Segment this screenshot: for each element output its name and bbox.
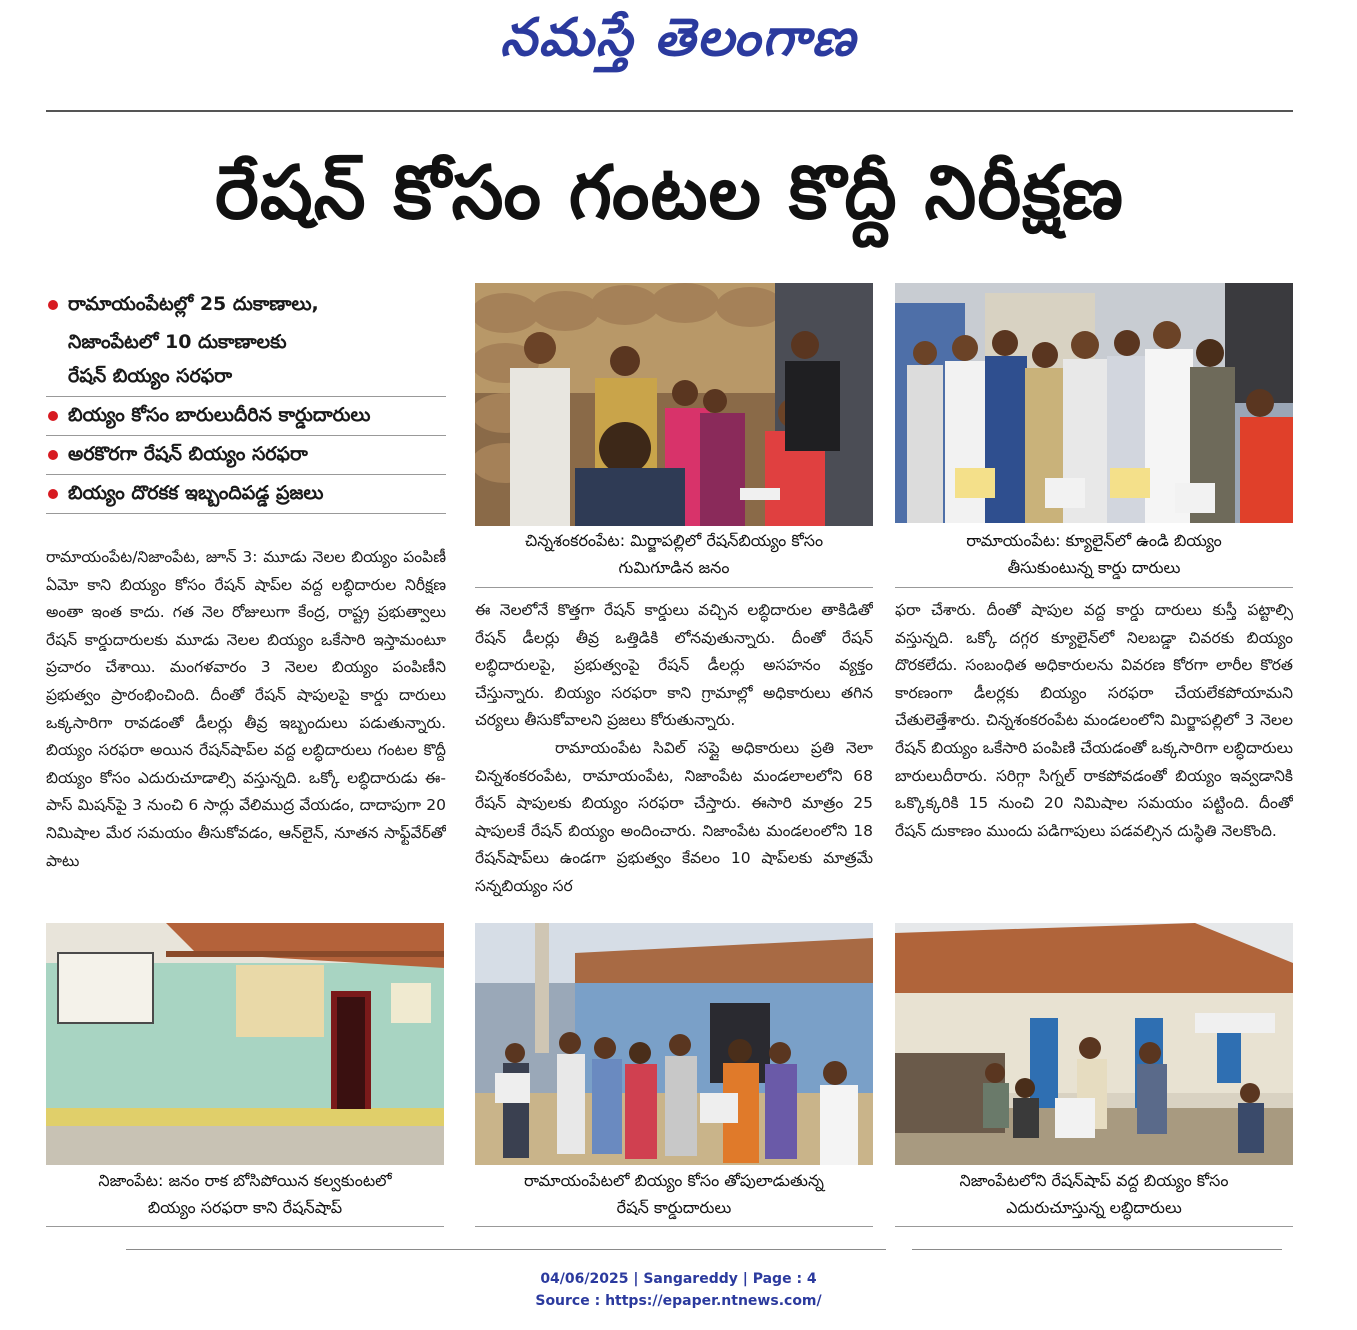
bullet-text: రామాయంపేటల్లో 25 దుకాణాలు, (68, 293, 319, 315)
caption-line: నిజాంపేట: జనం రాక బోసిపోయిన కల్వకుంటలో (98, 1171, 392, 1190)
caption-photo-4 (475, 1167, 873, 1223)
bullet-text: బియ్యం దొరకక ఇబ్బందిపడ్డ ప్రజలు (68, 482, 324, 504)
bullet-item (46, 397, 446, 436)
bullet-dot-icon (48, 411, 58, 421)
caption-rule (475, 587, 873, 588)
bullet-item (46, 475, 446, 514)
caption-line: రామాయంపేటలో బియ్యం కోసం తోపులాడుతున్న (524, 1171, 824, 1190)
article-column-3: ఫరా చేశారు. దీంతో షాపుల వద్ద కార్డు దారులు కుస్తీ పట్టాల్సి వస్తున్నది. ఒక్కో దగ్గర క్యూలైన్‌లో నిలబడ్డా చివరకు బియ్యం దొరకలేదు. సంబంధిత అధికారులను వివరణ కోరగా లారీల కొరత కారణంగా డీలర్లకు బియ్యం సరఫరా చేయలేకపోయామని చేతులెత్తేశారు. చిన్నశంకరంపేట మండలంలోని మిర్జాపల్లిలో 3 నెలల రేషన్ బియ్యం ఒకేసారి పంపిణి చేయడంతో ఒక్కసారిగా లబ్ధిదారులు బారులుదీరారు. సరిగ్గా సిగ్నల్ రాకపోవడంతో బియ్యం ఇవ్వడానికి ఒక్కొక్కరికి 15 నుంచి 20 నిమిషాల సమయం పట్టింది. దీంతో రేషన్ దుకాణం ముందు పడిగాపులు పడవల్సిన దుస్థితి నెలకొంది. (895, 601, 1293, 840)
caption-photo-2 (895, 527, 1293, 583)
footer-date-page: 04/06/2025 | Sangareddy | Page : 4 (540, 1271, 817, 1287)
next-article-edge (46, 1242, 1293, 1250)
article-column-2 (475, 597, 873, 897)
caption-rule (475, 1226, 873, 1227)
caption-line: ఎదురుచూస్తున్న లబ్ధిదారులు (1006, 1198, 1182, 1217)
caption-photo-3 (46, 1167, 444, 1223)
masthead-logo: నమస్తే తెలంగాణ (500, 8, 857, 68)
bullet-dot-icon (48, 300, 58, 310)
caption-line: చిన్నశంకరంపేట: మిర్జాపల్లిలో రేషన్‌బియ్యం కోసం (524, 531, 824, 550)
caption-photo-1 (475, 527, 873, 583)
caption-rule (895, 587, 1293, 588)
bullet-dot-icon (48, 489, 58, 499)
bullet-text: బియ్యం కోసం బారులుదీరిన కార్డుదారులు (68, 404, 371, 426)
caption-line: నిజాంపేటలోని రేషన్‌షాప్ వద్ద బియ్యం కోసం (959, 1171, 1229, 1190)
article-paragraph: రామాయంపేట సివిల్ సప్లై అధికారులు ప్రతి నెలా చిన్నశంకరంపేట, రామాయంపేట, నిజాంపేట మండలాలలోని 68 రేషన్ షాపులకు బియ్యం సరఫరా చేస్తారు. ఈసారి మాత్రం 25 షాపులకే రేషన్ బియ్యం అందించారు. నిజాంపేట మండలంలోని 18 రేషన్‌షాప్‌లు ఉండగా ప్రభుత్వం కేవలం 10 షాప్‌లకు మాత్రమే సన్నబియ్యం సర (475, 738, 873, 895)
caption-photo-5 (895, 1167, 1293, 1223)
photo-queue-ramayampet (895, 283, 1293, 523)
photo-waiting-nizampet (895, 923, 1293, 1165)
bullet-item (46, 286, 446, 324)
caption-line: బియ్యం సరఫరా కాని రేషన్‌షాప్ (147, 1198, 343, 1217)
bullet-continuation: నిజాంపేటలో 10 దుకాణాలకు (68, 331, 287, 353)
caption-rule (46, 1226, 444, 1227)
bullet-dot-icon (48, 450, 58, 460)
photo-jostling-crowd (475, 923, 873, 1165)
caption-rule (895, 1226, 1293, 1227)
headline: రేషన్ కోసం గంటల కొద్దీ నిరీక్షణ (215, 150, 1124, 236)
caption-line: రామాయంపేట: క్యూలైన్‌లో ఉండి బియ్యం (966, 531, 1222, 550)
bullet-item (46, 436, 446, 475)
bullet-text: అరకొరగా రేషన్ బియ్యం సరఫరా (68, 443, 308, 465)
photo-crowd-mirzapalli (475, 283, 873, 526)
footer-source: Source : https://epaper.ntnews.com/ (535, 1293, 822, 1309)
bullet-list (46, 286, 446, 514)
caption-line: గుమిగూడిన జనం (618, 558, 730, 577)
article-column-1: రామాయంపేట/నిజాంపేట, జూన్ 3: మూడు నెలల బియ్యం పంపిణీ ఏమో కాని బియ్యం కోసం రేషన్ షాప్‌ల వద్ద లబ్ధిదారుల నిరీక్షణ అంతా ఇంత కాదు. గత నెల రోజులుగా కేంద్ర, రాష్ట్ర ప్రభుత్వాలు రేషన్ కార్డుదారులకు మూడు నెలల బియ్యం ఒకేసారి ఇస్తామంటూ ప్రచారం చేశాయి. మంగళవారం 3 నెలల బియ్యం పంపిణీని ప్రభుత్వం ప్రారంభించింది. దీంతో రేషన్ షాపులపై కార్డు దారులు ఒక్కసారిగా రావడంతో డీలర్లు తీవ్ర ఇబ్బందులు పడుతున్నారు. బియ్యం సరఫరా అయిన రేషన్‌షాప్‌ల వద్ద లబ్ధిదారులు గంటల కొద్దీ బియ్యం కోసం ఎదురుచూడాల్సి వస్తున్నది. ఒక్కో లబ్ధిదారుడు ఈ-పాస్ మిషన్‌పై 3 నుంచి 6 సార్లు వేలిముద్ర వేయడం, దాదాపుగా 20 నిమిషాల మేర సమయం తీసుకోవడం, ఆన్‌లైన్, నూతన సాఫ్ట్‌వేర్‌తో పాటు (46, 548, 446, 870)
article-paragraph: ఈ నెలలోనే కొత్తగా రేషన్ కార్డులు వచ్చిన లబ్ధిదారుల తాకిడితో రేషన్ డీలర్లు తీవ్ర ఒత్తిడికి లోనవుతున్నారు. దీంతో రేషన్ లబ్ధిదారులపై, ప్రభుత్వంపై రేషన్ డీలర్లు అసహనం వ్యక్తం చేస్తున్నారు. బియ్యం సరఫరా కాని గ్రామాల్లో అధికారులు తగిన చర్యలు తీసుకోవాలని ప్రజలు కోరుతున్నారు. (475, 601, 873, 730)
bullet-continuation: రేషన్ బియ్యం సరఫరా (46, 358, 446, 397)
caption-line: రేషన్ కార్డుదారులు (616, 1198, 732, 1217)
photo-empty-shop-kalvakunta (46, 923, 444, 1165)
caption-line: తీసుకుంటున్న కార్డు దారులు (1007, 558, 1181, 577)
masthead-rule (46, 110, 1293, 112)
